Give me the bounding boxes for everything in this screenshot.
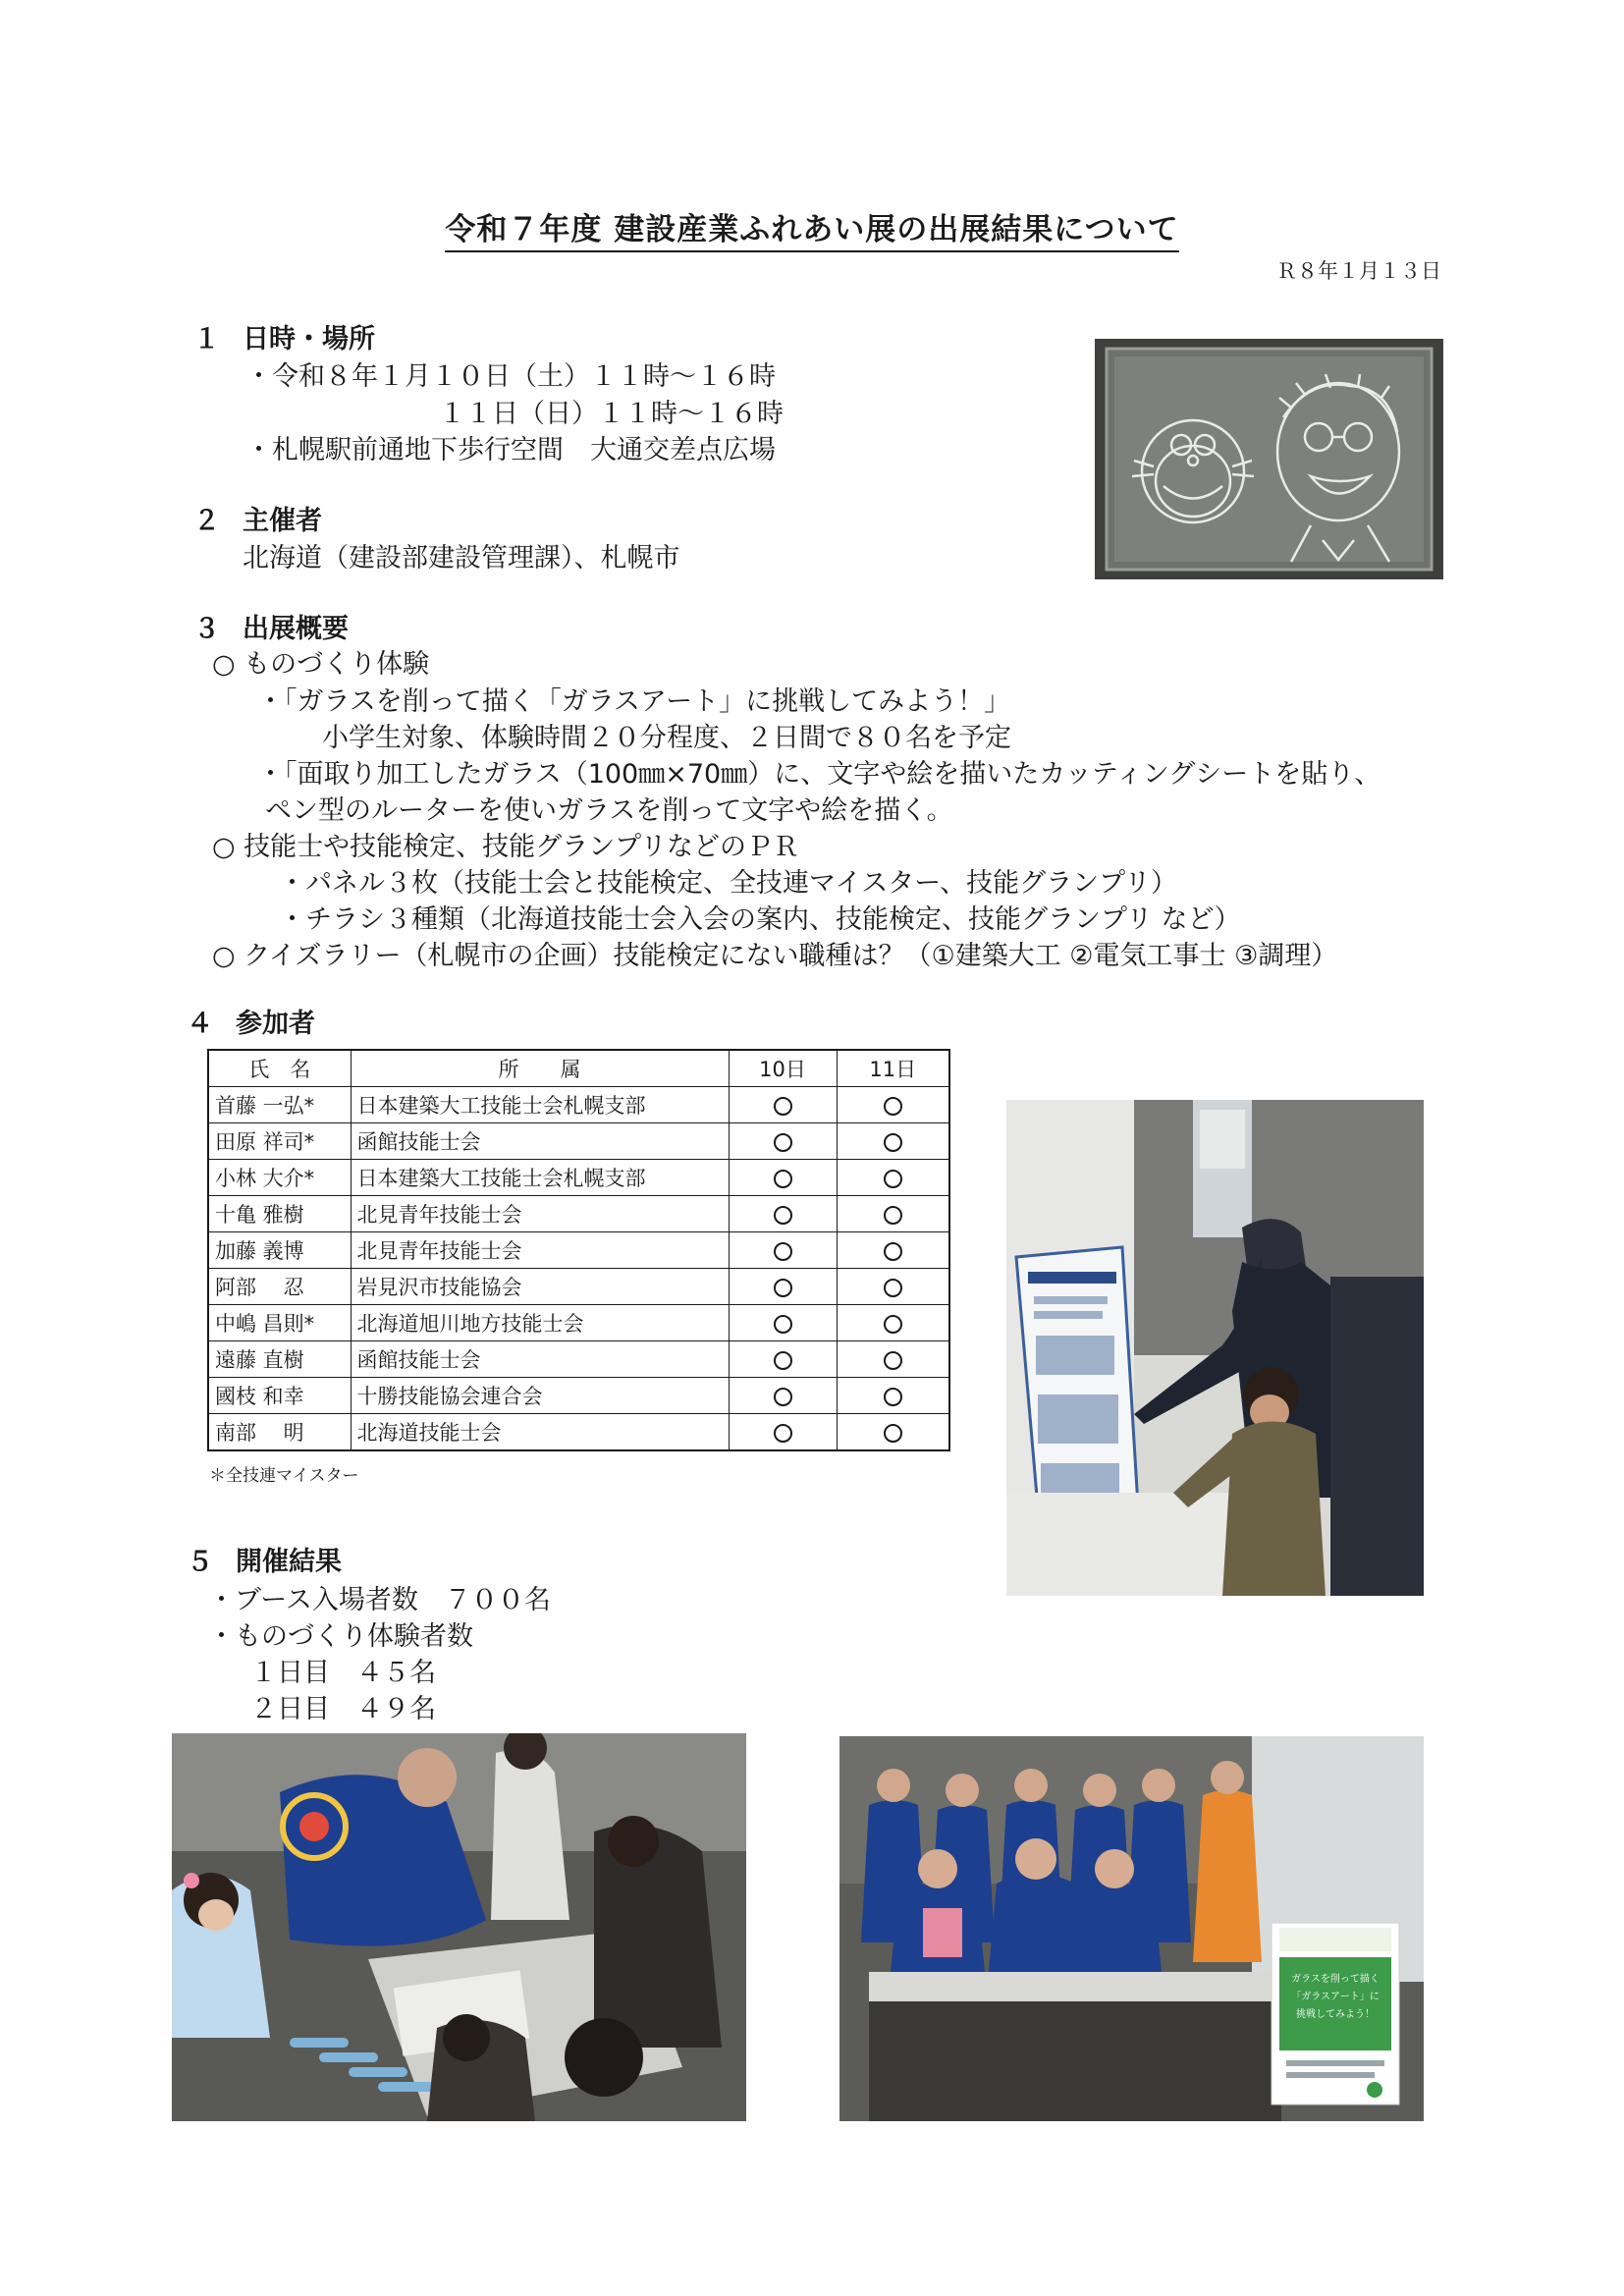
table-footnote: ＊全技連マイスター: [209, 1466, 359, 1486]
page-title: [0, 204, 1624, 248]
table-row: [208, 1305, 949, 1341]
attendance-mark-icon: [884, 1170, 902, 1188]
section-2-number: ２: [193, 506, 220, 536]
panel-exhibit-photo: [1006, 1100, 1424, 1596]
member-affiliation: 北見青年技能士会: [351, 1232, 729, 1269]
section-1-heading: [193, 317, 375, 355]
overview-line-9: ○ クイズラリー（札幌市の企画）技能検定にない職種は？（①建築大工 ②電気工事士 ③調理）: [212, 941, 1338, 971]
attendance-mark-icon: [774, 1242, 792, 1261]
overview-line-1: ○ ものづくり体験: [212, 649, 430, 680]
attendance-mark-icon: [774, 1097, 792, 1116]
member-name: 首藤 一弘*: [208, 1087, 351, 1123]
member-name: 國枝 和幸: [208, 1378, 351, 1414]
participants-table: [207, 1049, 950, 1451]
attendance-mark-icon: [774, 1206, 792, 1225]
table-row: [208, 1196, 949, 1232]
table-header-row: [208, 1050, 949, 1087]
member-name: 南部 明: [208, 1414, 351, 1451]
table-row: [208, 1232, 949, 1269]
member-name: 遠藤 直樹: [208, 1341, 351, 1378]
attendance-mark-icon: [884, 1279, 902, 1297]
attendance-mark-icon: [884, 1242, 902, 1261]
attendance-d10: [729, 1160, 837, 1196]
section-5-title: 開催結果: [236, 1547, 342, 1577]
overview-line-6: ○ 技能士や技能検定、技能グランプリなどのＰＲ: [212, 832, 800, 862]
workshop-image: [172, 1733, 746, 2121]
section-5-heading: [187, 1540, 342, 1578]
section-2-title: 主催者: [243, 506, 322, 536]
member-name: 加藤 義博: [208, 1232, 351, 1269]
attendance-d10: [729, 1305, 837, 1341]
poster-line-2: 「ガラスアート」に: [1291, 1992, 1380, 2002]
organizer-line: 北海道（建設部建設管理課）、札幌市: [243, 543, 680, 574]
member-name: 十亀 雅樹: [208, 1196, 351, 1232]
glass-art-photo: [1095, 339, 1443, 579]
attendance-mark-icon: [884, 1097, 902, 1116]
header-day10: 10日: [729, 1050, 837, 1087]
table-row: [208, 1269, 949, 1305]
member-affiliation: 日本建築大工技能士会札幌支部: [351, 1160, 729, 1196]
section-3-number: ３: [193, 614, 220, 644]
schedule-line-2: １１日（日）１１時～１６時: [439, 399, 784, 429]
attendance-d10: [729, 1269, 837, 1305]
header-day11: 11日: [837, 1050, 949, 1087]
attendance-d11: [837, 1414, 949, 1451]
attendance-mark-icon: [774, 1351, 792, 1370]
page-title-text: 令和７年度 建設産業ふれあい展の出展結果について: [445, 212, 1178, 252]
attendance-mark-icon: [774, 1279, 792, 1297]
attendance-d11: [837, 1160, 949, 1196]
attendance-d10: [729, 1232, 837, 1269]
attendance-mark-icon: [884, 1315, 902, 1334]
member-affiliation: 函館技能士会: [351, 1123, 729, 1160]
section-2-heading: [193, 499, 322, 537]
attendance-d11: [837, 1087, 949, 1123]
member-affiliation: 北海道技能士会: [351, 1414, 729, 1451]
attendance-d10: [729, 1087, 837, 1123]
attendance-mark-icon: [774, 1170, 792, 1188]
poster-line-1: ガラスを削って描く: [1291, 1974, 1380, 1985]
member-affiliation: 岩見沢市技能協会: [351, 1269, 729, 1305]
table-row: [208, 1087, 949, 1123]
schedule-line-1: ・令和８年１月１０日（土）１１時～１６時: [245, 361, 776, 392]
member-name: 中嶋 昌則*: [208, 1305, 351, 1341]
member-name: 田原 祥司*: [208, 1123, 351, 1160]
attendance-mark-icon: [774, 1133, 792, 1152]
group-image: [839, 1736, 1424, 2121]
attendance-d11: [837, 1123, 949, 1160]
overview-line-5: ペン型のルーターを使いガラスを削って文字や絵を描く。: [265, 795, 953, 826]
overview-line-7: ・パネル３枚（技能士会と技能検定、全技連マイスター、技能グランプリ）: [279, 868, 1178, 899]
member-affiliation: 日本建築大工技能士会札幌支部: [351, 1087, 729, 1123]
section-5-number: ５: [187, 1547, 213, 1577]
attendance-d10: [729, 1414, 837, 1451]
member-name: 阿部 忍: [208, 1269, 351, 1305]
member-name: 小林 大介*: [208, 1160, 351, 1196]
attendance-mark-icon: [774, 1315, 792, 1334]
attendance-d11: [837, 1378, 949, 1414]
overview-line-8: ・チラシ３種類（北海道技能士会入会の案内、技能検定、技能グランプリ など）: [279, 904, 1241, 935]
attendance-d10: [729, 1196, 837, 1232]
attendance-d11: [837, 1305, 949, 1341]
attendance-mark-icon: [774, 1388, 792, 1406]
section-4-heading: [187, 1002, 315, 1040]
attendance-d10: [729, 1123, 837, 1160]
attendance-d11: [837, 1196, 949, 1232]
attendance-d11: [837, 1232, 949, 1269]
attendance-mark-icon: [774, 1424, 792, 1443]
member-affiliation: 北海道旭川地方技能士会: [351, 1305, 729, 1341]
venue-line: ・札幌駅前通地下歩行空間 大通交差点広場: [245, 435, 776, 465]
table-row: [208, 1414, 949, 1451]
table-row: [208, 1378, 949, 1414]
overview-line-2: ・「ガラスを削って描く「ガラスアート」に挑戦してみよう！」: [257, 686, 1011, 717]
attendance-mark-icon: [884, 1424, 902, 1443]
attendance-d11: [837, 1269, 949, 1305]
overview-line-3: 小学生対象、体験時間２０分程度、２日間で８０名を予定: [322, 723, 1011, 753]
attendance-mark-icon: [884, 1133, 902, 1152]
attendance-d10: [729, 1378, 837, 1414]
overview-line-4: ・「面取り加工したガラス（100㎜×70㎜）に、文字や絵を描いたカッティングシートを貼り、: [257, 759, 1381, 790]
attendance-d11: [837, 1341, 949, 1378]
result-line-4: ２日目 ４９名: [250, 1694, 436, 1724]
table-row: [208, 1123, 949, 1160]
result-line-2: ・ものづくり体験者数: [208, 1621, 473, 1652]
attendance-mark-icon: [884, 1206, 902, 1225]
section-3-heading: [193, 607, 349, 645]
attendance-mark-icon: [884, 1388, 902, 1406]
document-date: Ｒ８年１月１３日: [1276, 259, 1441, 283]
section-4-number: ４: [187, 1009, 213, 1039]
section-1-number: １: [193, 324, 220, 355]
header-name: 氏 名: [208, 1050, 351, 1087]
header-affiliation: 所 属: [351, 1050, 729, 1087]
section-4-title: 参加者: [236, 1009, 315, 1039]
panel-exhibit-image: [1006, 1100, 1424, 1596]
group-photo: [839, 1736, 1424, 2121]
member-affiliation: 十勝技能協会連合会: [351, 1378, 729, 1414]
member-affiliation: 北見青年技能士会: [351, 1196, 729, 1232]
section-3-title: 出展概要: [243, 614, 349, 644]
section-1-title: 日時・場所: [243, 324, 375, 355]
poster-line-3: 挑戦してみよう！: [1296, 2009, 1375, 2020]
table-row: [208, 1160, 949, 1196]
result-line-3: １日目 ４５名: [250, 1658, 436, 1688]
member-affiliation: 函館技能士会: [351, 1341, 729, 1378]
attendance-mark-icon: [884, 1351, 902, 1370]
table-row: [208, 1341, 949, 1378]
attendance-d10: [729, 1341, 837, 1378]
workshop-photo: [172, 1733, 746, 2121]
glass-art-image: [1095, 339, 1443, 579]
result-line-1: ・ブース入場者数 ７００名: [208, 1585, 551, 1615]
